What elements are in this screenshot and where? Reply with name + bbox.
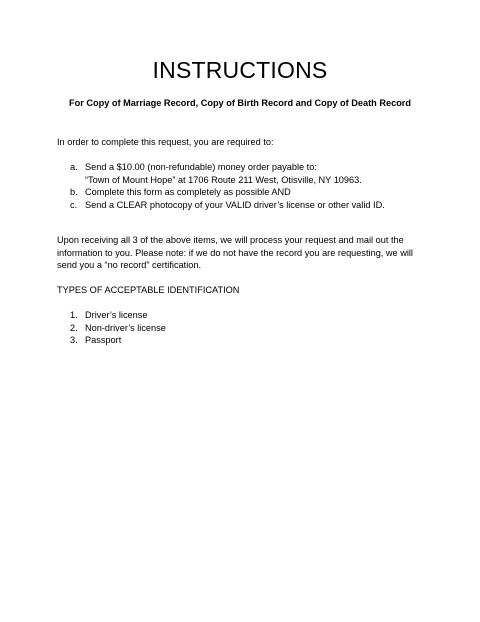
paragraph-line: information to you. Please note: if we do not have the record you are requesting, we will (57, 247, 413, 258)
list-marker: a. (70, 162, 78, 172)
list-item (57, 186, 437, 199)
identification-list (57, 309, 437, 347)
list-item-text: Passport (85, 335, 122, 346)
list-item (57, 322, 437, 335)
list-item (57, 161, 437, 186)
list-item-text: Send a $10.00 (non-refundable) money order payable to: (85, 162, 317, 172)
list-item (57, 199, 437, 212)
requirements-list (57, 161, 437, 211)
list-marker: c. (70, 199, 78, 210)
paragraph-line: send you a “no record” certification. (57, 260, 202, 271)
list-marker: 2. (70, 322, 78, 333)
page-subtitle: For Copy of Marriage Record, Copy of Birth Record and Copy of Death Record (68, 98, 411, 108)
list-item-text: Driver’s license (85, 310, 148, 320)
list-marker: 1. (70, 310, 78, 320)
list-item (57, 309, 437, 322)
list-item-text: Non-driver’s license (85, 322, 166, 333)
paragraph-line: Upon receiving all 3 of the above items, we will process your request and mail out the (57, 235, 404, 245)
list-marker: 3. (70, 335, 78, 346)
list-item-text: Complete this form as completely as possible AND (85, 187, 291, 198)
page-title: INSTRUCTIONS (152, 57, 328, 83)
list-marker: b. (70, 187, 78, 198)
receiving-paragraph (57, 234, 432, 272)
list-item-text-continued: “Town of Mount Hope” at 1706 Route 211 West, Otisville, NY 10963. (85, 174, 362, 185)
types-heading: TYPES OF ACCEPTABLE IDENTIFICATION (57, 285, 240, 295)
intro-text: In order to complete this request, you are required to: (57, 137, 274, 147)
list-item-text: Send a CLEAR photocopy of your VALID driver’s license or other valid ID. (85, 199, 385, 210)
list-item (57, 334, 437, 347)
